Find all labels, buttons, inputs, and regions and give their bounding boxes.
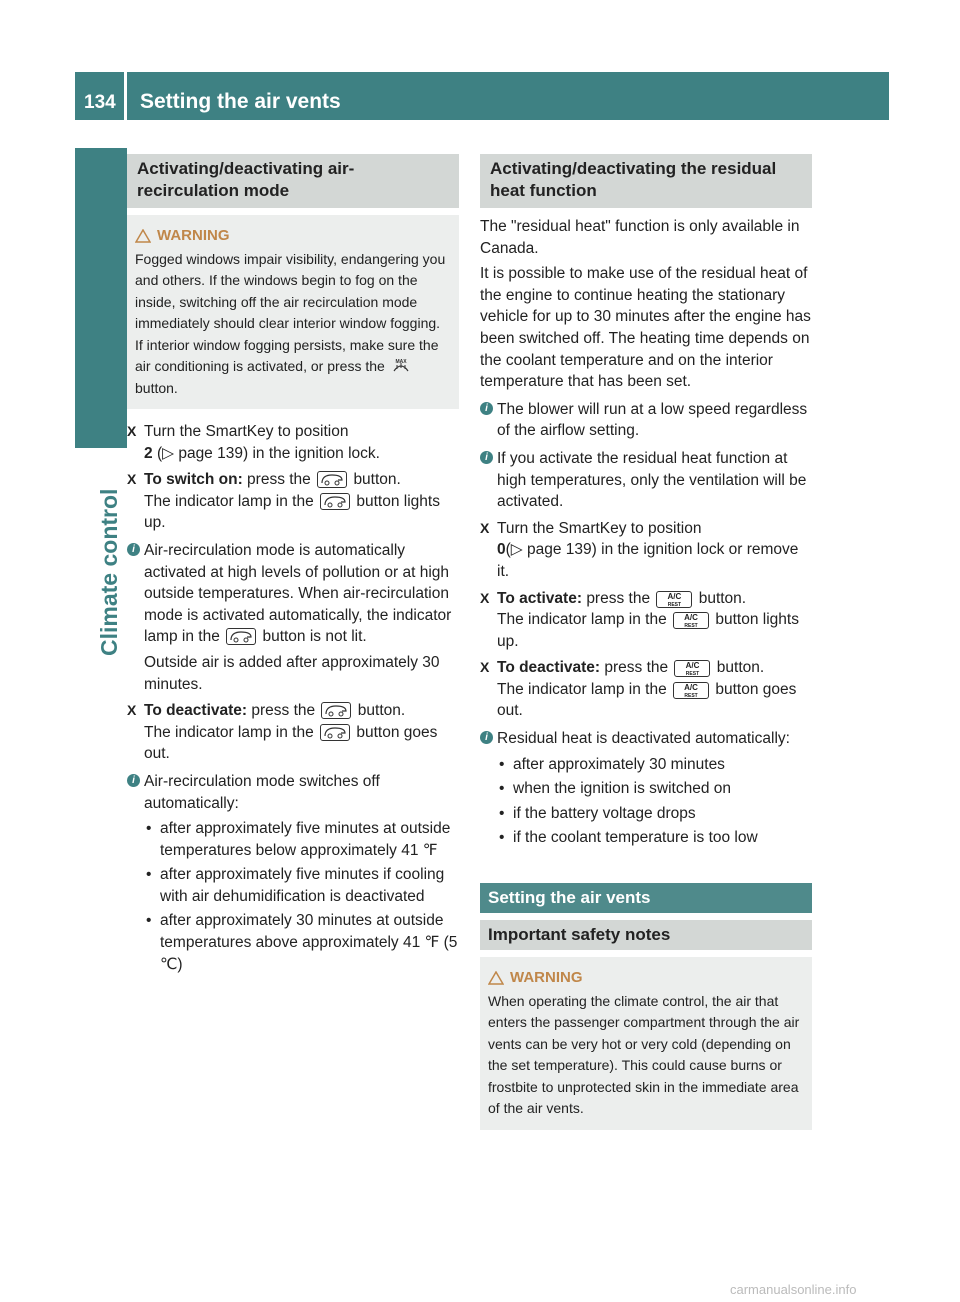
warning-triangle-icon bbox=[488, 971, 504, 985]
ac-rest-button-icon: A/C REST bbox=[673, 612, 709, 629]
step-deactivate-residual: X To deactivate: press the A/C REST button. The indicator lamp in the A/C REST button goes out. bbox=[480, 659, 797, 720]
step-activate-residual: X To activate: press the A/C REST button. The indicator lamp in the A/C REST button lights up. bbox=[480, 589, 799, 650]
info-residual-deactivation: i Residual heat is deactivated automatically: • after approximately 30 minutes • when the ignition is switched on • if the battery voltage drops • if the coolant temperature is too low bbox=[480, 728, 812, 849]
step-marker-icon: X bbox=[127, 471, 137, 488]
warning-box bbox=[127, 215, 459, 409]
step-turn-key-0: X Turn the SmartKey to position 0(▷ page 139) in the ignition lock or remove it. bbox=[480, 519, 799, 580]
bullet-list bbox=[497, 754, 812, 849]
section-heading-recirculation: Activating/deactivating air-recirculation mode bbox=[127, 154, 459, 208]
step-marker-icon: X bbox=[480, 589, 490, 606]
info-icon: i bbox=[127, 774, 140, 787]
list-item: • after approximately 30 minutes bbox=[499, 755, 725, 773]
side-tab-label: Climate control bbox=[96, 488, 122, 656]
recirculation-button-icon bbox=[320, 724, 350, 741]
side-tab-block bbox=[75, 148, 127, 448]
info-icon: i bbox=[480, 402, 493, 415]
list-item: • after approximately five minutes if cooling with air dehumidification is deactivated bbox=[146, 866, 445, 905]
info-auto-off: i Air-recirculation mode switches off automatically: • after approximately five minutes at outside temperatures below approximately 41 ℉ • after approximately five minutes if cooling with air dehumidification is deactivated • after approximately 30 minutes at outside temperatures above approximately 41 ℉ (5 ℃) bbox=[127, 771, 459, 975]
info-icon: i bbox=[480, 731, 493, 744]
step-deactivate-recirc: X To deactivate: press the button. The indicator lamp in the button goes out. bbox=[127, 702, 438, 763]
step-marker-icon: X bbox=[480, 519, 490, 536]
info-icon: i bbox=[480, 451, 493, 464]
page-title: Setting the air vents bbox=[140, 90, 341, 113]
ac-rest-button-icon: A/C REST bbox=[674, 660, 710, 677]
ac-rest-button-icon: A/C REST bbox=[656, 591, 692, 608]
info-blower: i The blower will run at a low speed regardless of the airflow setting. bbox=[480, 399, 812, 442]
info-icon: i bbox=[127, 543, 140, 556]
warning-triangle-icon bbox=[135, 229, 151, 243]
warning-title: WARNING bbox=[135, 225, 451, 247]
warning-title: WARNING bbox=[488, 967, 804, 989]
paragraph-residual-heat: It is possible to make use of the residual heat of the engine to continue heating the stationary vehicle for up to 30 minutes after the engine has been switched off. The heating time depends on the coolant temperature and on the interior temperature that has been set. bbox=[480, 265, 811, 391]
step-marker-icon: X bbox=[127, 423, 137, 439]
list-item: • after approximately 30 minutes at outside temperatures above approximately 41 ℉ (5 ℃) bbox=[146, 912, 458, 973]
ac-rest-button-icon: A/C REST bbox=[673, 682, 709, 699]
list-item: • if the coolant temperature is too low bbox=[499, 829, 758, 847]
recirculation-button-icon bbox=[320, 493, 350, 510]
section-heading-residual-heat: Activating/deactivating the residual heat function bbox=[480, 154, 812, 208]
defrost-max-icon bbox=[391, 357, 411, 374]
paragraph-availability: The "residual heat" function is only available in Canada. bbox=[480, 218, 800, 257]
footer-watermark: carmanualsonline.info bbox=[730, 1282, 857, 1297]
section-heading-air-vents: Setting the air vents bbox=[480, 883, 812, 913]
step-turn-key: X Turn the SmartKey to position 2 (▷ page 139) in the ignition lock. bbox=[127, 423, 380, 462]
left-column bbox=[127, 154, 459, 978]
info-auto-activation: i Air-recirculation mode is automatically activated at high levels of pollution or at high outside temperatures. When air-recirculation mode is activated automatically, the indicator lamp in the button is not lit. Outside air is added after approximately 30 minutes. bbox=[127, 540, 459, 695]
warning-text: Fogged windows impair visibility, endangering you and others. If the windows begin to fog on the inside, switching off the air recirculation mode immediately should clear interior window fogging. If interior window fogging persists, make sure the air conditioning is activated, or press the MAX button. bbox=[135, 250, 446, 396]
recirculation-button-icon bbox=[317, 471, 347, 488]
step-switch-on: X To switch on: press the button. The indicator lamp in the button lights up. bbox=[127, 471, 440, 532]
info-high-temperatures: i If you activate the residual heat function at high temperatures, only the ventilation will be activated. bbox=[480, 448, 812, 513]
svg-text:MAX: MAX bbox=[395, 359, 407, 365]
step-marker-icon: X bbox=[127, 702, 137, 719]
list-item: • when the ignition is switched on bbox=[499, 780, 731, 798]
warning-box bbox=[480, 957, 812, 1130]
right-column bbox=[480, 154, 812, 1130]
recirculation-button-icon bbox=[321, 702, 351, 719]
page-number: 134 bbox=[84, 92, 116, 113]
list-item: • if the battery voltage drops bbox=[499, 804, 696, 822]
bullet-list bbox=[144, 818, 459, 975]
recirculation-button-icon bbox=[226, 628, 256, 645]
subsection-heading-safety: Important safety notes bbox=[480, 920, 812, 950]
warning-text: When operating the climate control, the air that enters the passenger compartment through the air vents can be very hot or very cold (depending on the set temperature). This could cause burns or frostbite to unprotected skin in the immediate area of the air vents. bbox=[488, 992, 800, 1117]
step-marker-icon: X bbox=[480, 659, 490, 676]
list-item: • after approximately five minutes at outside temperatures below approximately 41 ℉ bbox=[146, 820, 451, 859]
